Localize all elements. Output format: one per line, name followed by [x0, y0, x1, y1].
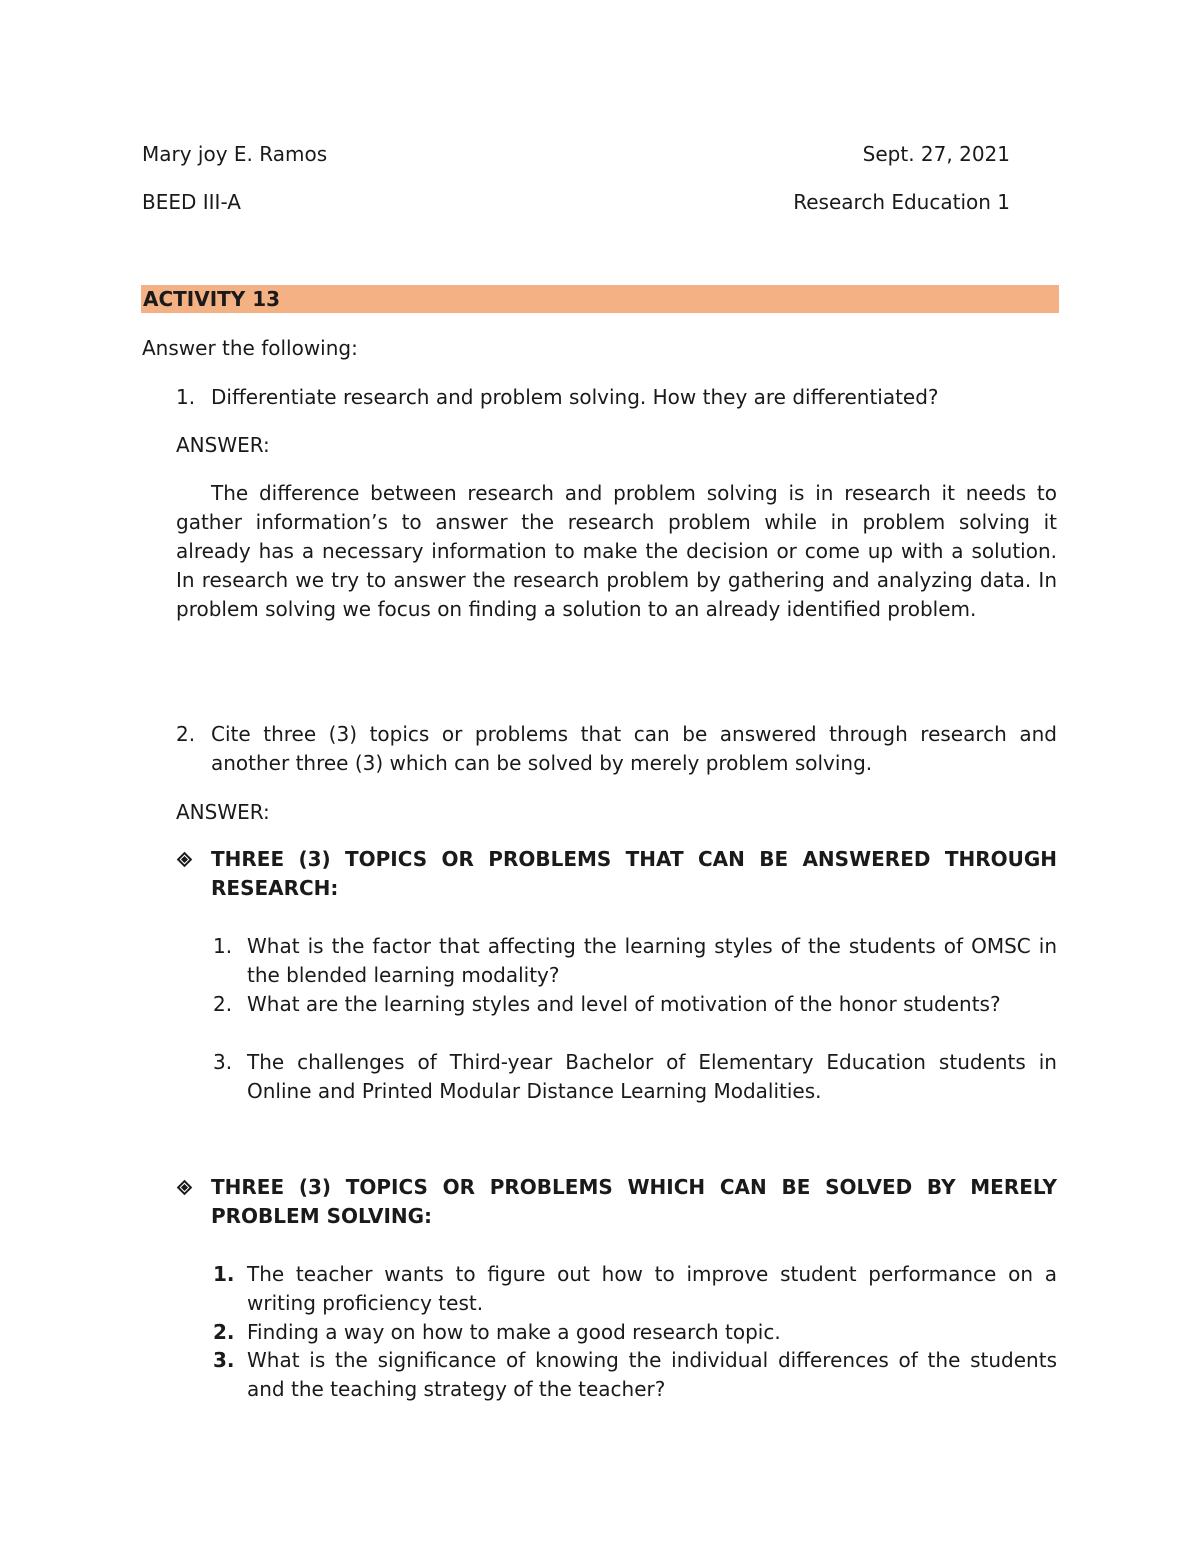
list-item-number: 2. [213, 992, 233, 1016]
course: Research Education 1 [793, 190, 1010, 214]
answer-label: ANSWER: [176, 433, 270, 457]
list-item: The teacher wants to figure out how to improve student performance on a writing proficiency test. [247, 1262, 1057, 1315]
list-item-number: 1. [213, 1262, 235, 1286]
answer-label: ANSWER: [176, 800, 270, 824]
list-item: What is the significance of knowing the individual differences of the students and the teaching strategy of the teacher? [247, 1348, 1057, 1401]
list-item-number: 1. [213, 934, 233, 958]
diamond-bullet-icon [177, 1180, 193, 1196]
question-text: Differentiate research and problem solving. How they are differentiated? [211, 385, 939, 409]
section-heading: THREE (3) TOPICS OR PROBLEMS WHICH CAN BE SOLVED BY MERELY PROBLEM SOLVING: [211, 1175, 1057, 1228]
list-item: The challenges of Third-year Bachelor of Elementary Education students in Online and Printed Modular Distance Learning Modalities. [247, 1050, 1057, 1103]
section-heading: THREE (3) TOPICS OR PROBLEMS THAT CAN BE ANSWERED THROUGH RESEARCH: [211, 847, 1057, 900]
question-number: 2. [176, 722, 196, 746]
date: Sept. 27, 2021 [862, 142, 1010, 166]
instructions: Answer the following: [142, 336, 358, 360]
question-text: Cite three (3) topics or problems that can be answered through research and another three (3) which can be solved by merely problem solving. [211, 722, 1057, 775]
list-item: What are the learning styles and level of motivation of the honor students? [247, 992, 1001, 1016]
question-number: 1. [176, 385, 196, 409]
list-item-number: 2. [213, 1320, 235, 1344]
answer-paragraph: The difference between research and problem solving is in research it needs to gather information’s to answer the research problem while in problem solving it already has a necessary information to make the decision or come up with a solution. In research we try to answer the research problem by gathering and analyzing data. In problem solving we focus on finding a solution to an already identified problem. [176, 481, 1057, 621]
list-item-number: 3. [213, 1050, 233, 1074]
activity-title: ACTIVITY 13 [143, 287, 281, 311]
list-item-number: 3. [213, 1348, 235, 1372]
diamond-bullet-icon [177, 852, 193, 868]
list-item: What is the factor that affecting the learning styles of the students of OMSC in the blended learning modality? [247, 934, 1057, 987]
student-name: Mary joy E. Ramos [142, 142, 328, 166]
section: BEED III-A [142, 190, 241, 214]
list-item: Finding a way on how to make a good research topic. [247, 1320, 781, 1344]
activity-banner [141, 285, 1059, 313]
